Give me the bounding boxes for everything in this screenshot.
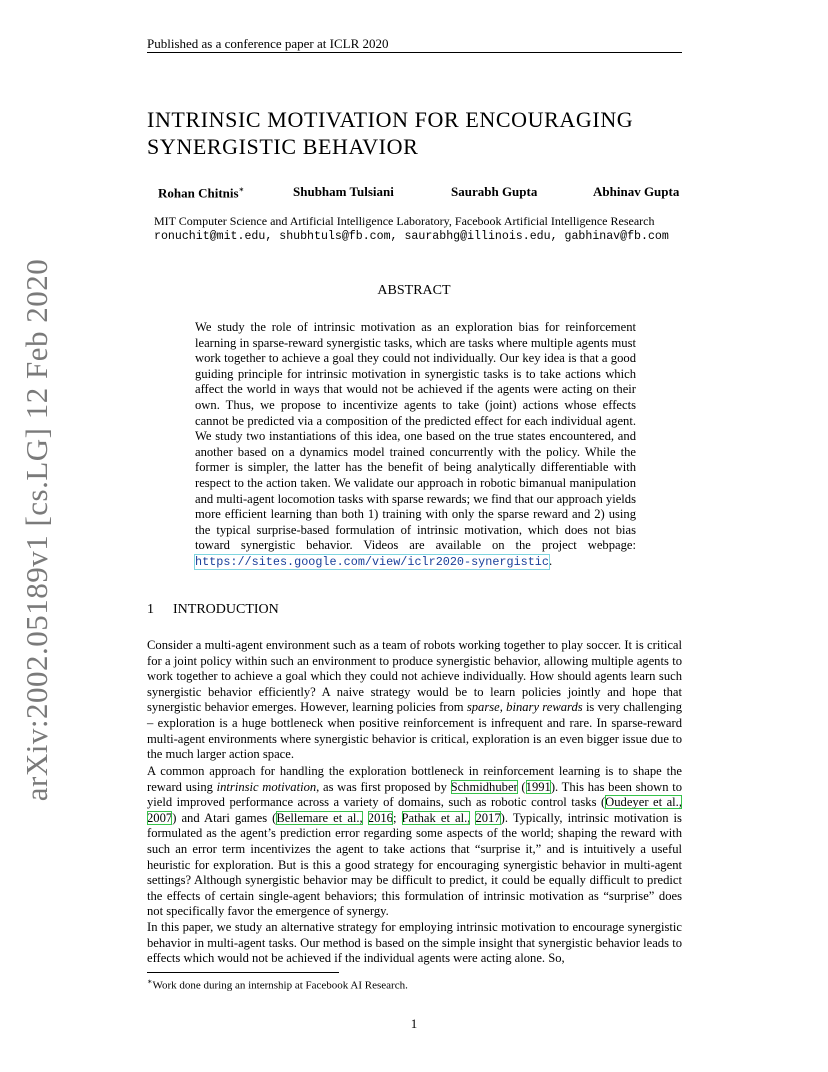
title-line-1: INTRINSIC MOTIVATION FOR ENCOURAGING — [147, 107, 634, 132]
citation-link[interactable]: 2016 — [367, 810, 393, 825]
paper-title — [147, 106, 633, 160]
running-header: Published as a conference paper at ICLR 2020 — [147, 36, 389, 51]
abstract-heading: ABSTRACT — [377, 283, 451, 298]
footnote-rule — [147, 972, 339, 973]
header-rule — [147, 52, 682, 53]
citation-link[interactable]: Schmidhuber — [450, 779, 518, 794]
project-webpage-link[interactable]: https://sites.google.com/view/iclr2020-synergistic — [195, 554, 549, 569]
citation-link[interactable]: Bellemare et al., — [276, 810, 363, 825]
affiliation: MIT Computer Science and Artificial Intelligence Laboratory, Facebook Artificial Intelligence Research — [154, 214, 655, 228]
author-emails: ronuchit@mit.edu, shubhtuls@fb.com, saurabhg@illinois.edu, gabhinav@fb.com — [154, 230, 669, 243]
paragraph: A common approach for handling the exploration bottleneck in reinforcement learning is to shape the reward using intrinsic motivation, as was first proposed by Schmidhuber (1991). This has been shown to yield improved performance across a variety of domains, such as robotic control tasks (Oudeyer et al., 2007) and Atari games (Bellemare et al., 2016; Pathak et al., 2017). Typically, intrinsic motivation is formulated as the agent’s prediction error regarding some aspects of the world; shaping the reward with such an error term incentivizes the agent to take actions that “surprise it,” and is intuitively a useful heuristic for exploration. But is this a good strategy for encouraging synergistic behavior in multi-agent settings? Although synergistic behavior may be difficult to predict, it could be equally difficult to predict the effects of certain single-agent behaviors; this formulation of intrinsic motivation as “surprise” does not specifically favor the emergence of synergy. — [147, 764, 683, 919]
abstract-text: We study the role of intrinsic motivation as an exploration bias for reinforcement learning in sparse-reward synergistic tasks, which are tasks where multiple agents must work together to achieve a goal they could not individually. Our key idea is that a good guiding principle for intrinsic motivation in synergistic tasks is to take actions which affect the world in ways that would not be achieved if the agents were acting on their own. Thus, we propose to incentivize agents to take (joint) actions whose effects cannot be predicted via a composition of the predicted effect for each individual agent. We study two instantiations of this idea, one based on the true states encountered, and another based on a dynamics model trained concurrently with the policy. While the former is simpler, the latter has the benefit of being analytically differentiable with respect to the action taken. We validate our approach in robotic bimanual manipulation and multi-agent locomotion tasks with sparse rewards; we find that our approach yields more efficient learning than both 1) training with only the sparse reward and 2) using the typical surprise-based formulation of intrinsic motivation, which does not bias toward synergistic behavior. Videos are available on the project webpage: https://sites.google.com/view/iclr2020-synergistic. — [195, 320, 636, 569]
section-heading: 1 INTRODUCTION — [147, 602, 279, 617]
footnote: ∗Work done during an internship at Facebook AI Research. — [147, 977, 408, 992]
arxiv-stamp: arXiv:2002.05189v1 [cs.LG] 12 Feb 2020 — [19, 258, 54, 802]
citation-link[interactable]: Oudeyer et al., — [605, 795, 682, 810]
citation-link[interactable]: 2007 — [147, 810, 173, 825]
citation-link[interactable]: 2017 — [475, 810, 501, 825]
page-number: 1 — [410, 1016, 418, 1031]
author-name: Rohan Chitnis∗ — [158, 185, 245, 201]
author-name: Saurabh Gupta — [451, 184, 538, 199]
author-name: Shubham Tulsiani — [293, 184, 394, 199]
paragraph: Consider a multi-agent environment such as a team of robots working together to play soccer. It is critical for a joint policy within such an environment to produce synergistic behavior, allowing multiple agents to work together to achieve a goal which they could not achieve individually. How should agents learn such synergistic behavior efficiently? A naive strategy would be to learn policies jointly and hope that synergistic behavior emerges. However, learning policies from sparse, binary rewards is very challenging – exploration is a huge bottleneck when positive reinforcement is infrequent and rare. In sparse-reward multi-agent environments where synergistic behavior is critical, exploration is an even bigger issue due to the much larger action space. — [147, 638, 682, 762]
citation-link[interactable]: Pathak et al., — [401, 810, 471, 825]
paragraph: In this paper, we study an alternative strategy for employing intrinsic motivation to encourage synergistic behavior in multi-agent tasks. Our method is based on the simple insight that synergistic behavior leads to effects which would not be achieved if the individual agents were acting alone. So, — [147, 920, 682, 966]
title-line-2: SYNERGISTIC BEHAVIOR — [147, 134, 419, 159]
author-name: Abhinav Gupta — [593, 184, 680, 199]
citation-link[interactable]: 1991 — [525, 779, 551, 794]
